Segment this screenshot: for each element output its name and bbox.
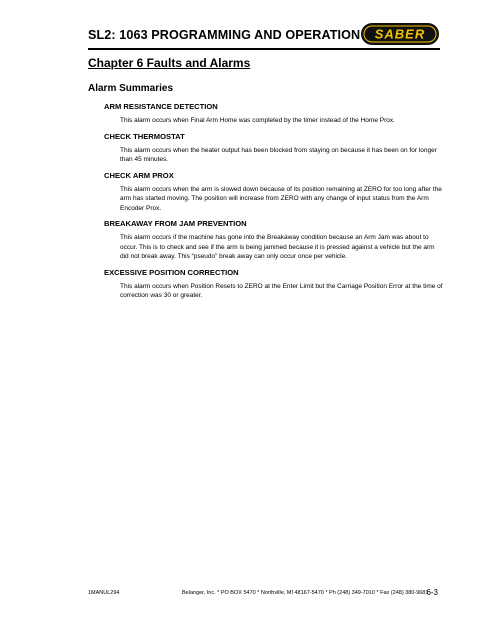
- company-address: Belanger, Inc. * PO BOX 5470 * Northville, MI 48167-5470 * Ph (248) 349-7010 * Fax (248) 380-9681: [182, 590, 429, 596]
- alarm-item: [104, 218, 444, 262]
- saber-logo: [360, 22, 440, 46]
- alarm-description: This alarm occurs if the machine has gone into the Breakaway condition because an Arm Jam was about to occur. This is to check and see if the arm is being jammed because it is pressed against a vehicle but the arm did not break away. This “pseudo” break away can only occur once per vehicle.: [120, 234, 435, 260]
- section-title: Alarm Summaries: [88, 83, 174, 94]
- header-divider: [88, 48, 440, 50]
- alarm-item: [104, 101, 444, 126]
- alarm-heading: BREAKAWAY FROM JAM PREVENTION: [104, 219, 247, 228]
- alarm-description: This alarm occurs when Final Arm Home was completed by the timer instead of the Home Prox.: [120, 117, 395, 124]
- alarm-heading: CHECK ARM PROX: [104, 170, 174, 180]
- document-title: SL2: 1063 PROGRAMMING AND OPERATION: [88, 28, 361, 42]
- chapter-title: Chapter 6 Faults and Alarms: [88, 56, 251, 70]
- alarm-description: This alarm occurs when Position Resets to ZERO at the Enter Limit but the Carriage Position Error at the time of correction was 30 or greater.: [120, 282, 443, 299]
- alarm-list: [104, 101, 444, 306]
- svg-text:SABER: SABER: [374, 26, 426, 42]
- alarm-description: This alarm occurs when the heater output has been blocked from staying on because it has been on for longer than 45 minutes.: [120, 146, 437, 163]
- alarm-heading: CHECK THERMOSTAT: [104, 131, 185, 141]
- alarm-description: This alarm occurs when the arm is slowed down because of its position remaining at ZERO for too long after the arm has started moving. The position will increase from ZERO with any change of input status from the Arm Encoder Prox.: [120, 185, 442, 212]
- alarm-item: [104, 267, 444, 301]
- page-footer: [88, 587, 444, 599]
- alarm-item: [104, 170, 444, 214]
- manual-code: 1MANUL294: [88, 590, 120, 596]
- page-header: [88, 22, 440, 48]
- alarm-item: [104, 131, 444, 165]
- alarm-heading: EXCESSIVE POSITION CORRECTION: [104, 267, 239, 277]
- page-number: 6-3: [426, 588, 438, 597]
- alarm-heading: ARM RESISTANCE DETECTION: [104, 102, 218, 111]
